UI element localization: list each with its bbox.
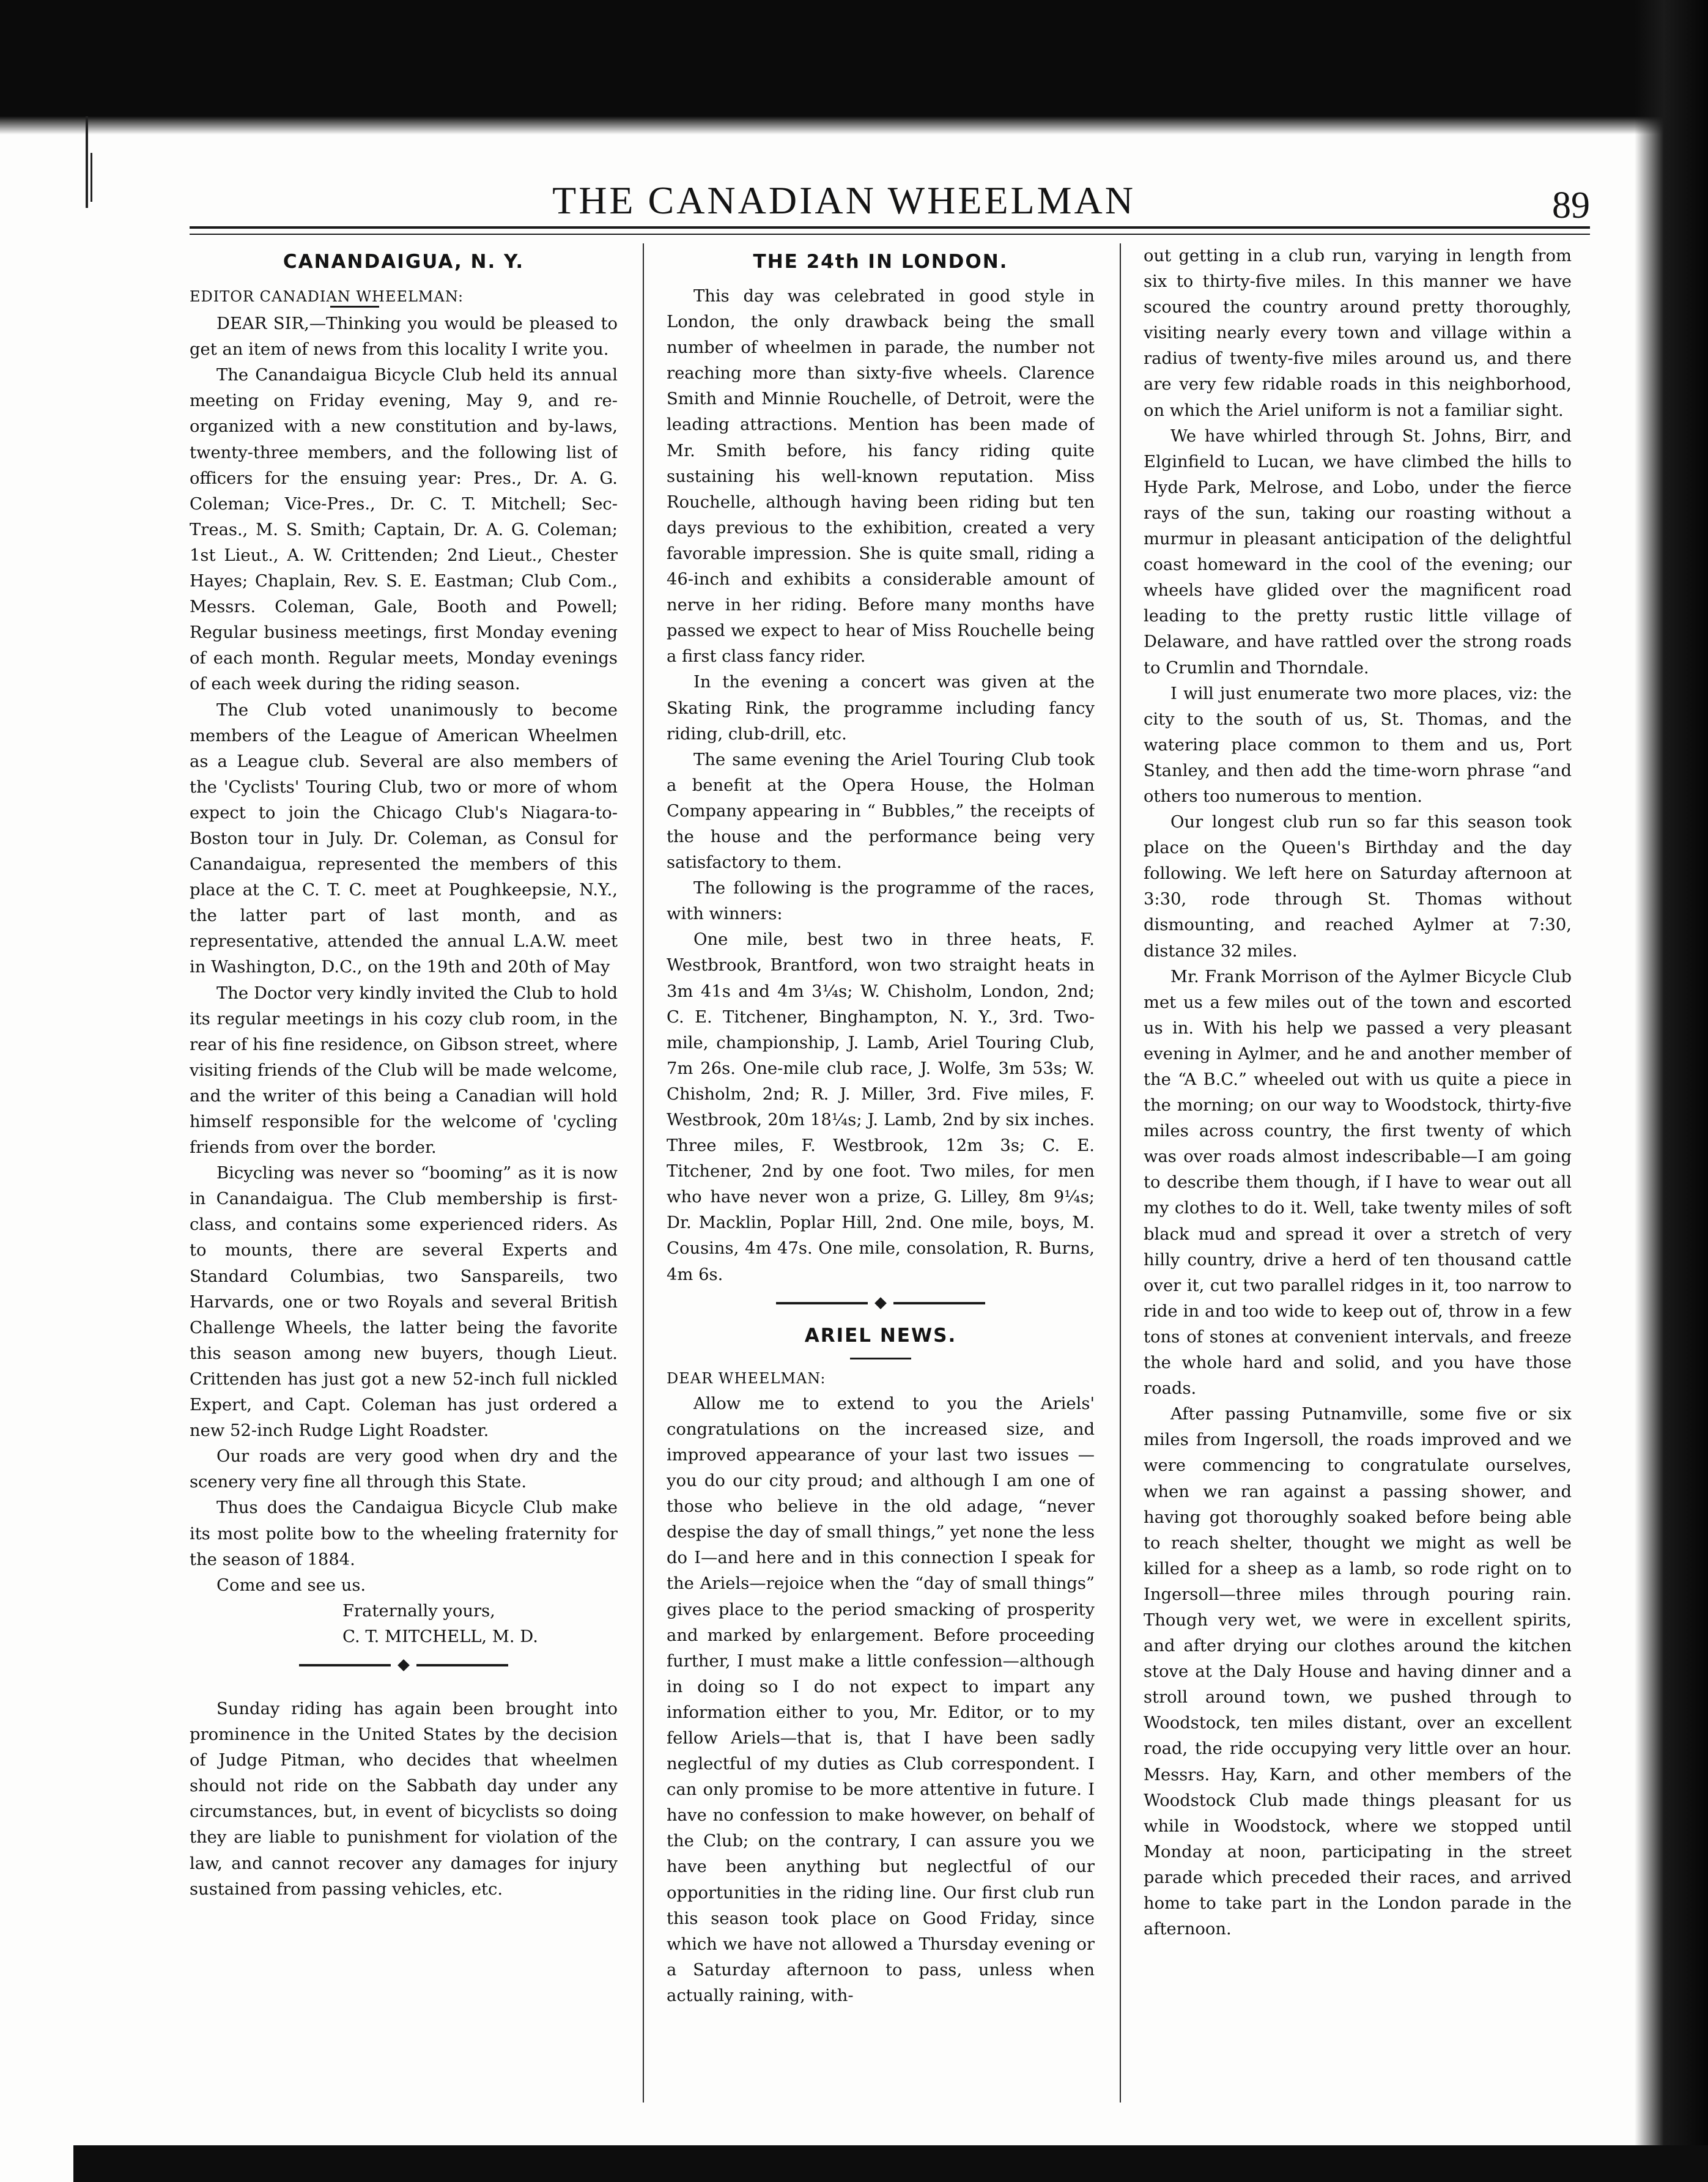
page-number: 89 — [1552, 185, 1590, 226]
section-ornament — [190, 1650, 618, 1681]
article-heading: THE 24th IN LONDON. — [753, 251, 1008, 273]
article-paragraph: This day was celebrated in good style in London, the only drawback being the small number of wheelmen in parade, the number not reaching more than sixty-five wheels. Clarence Smith and Minnie Rouchelle, of Detroit, were the leading attractions. Mention has been made of Mr. Smith before, his fancy riding quite sustaining his well-known reputation. Miss Rouchelle, although having been riding but ten days previous to the exhibition, created a very favorable impression. She is quite small, riding a 46-inch and exhibits a considerable amount of nerve in her riding. Before many months have passed we expect to hear of Miss Rouchelle being a first class fancy rider. — [667, 287, 1095, 667]
heading-rule — [850, 1358, 911, 1359]
margin-mark — [91, 153, 92, 202]
scan-border-bottom — [73, 2145, 1708, 2182]
signoff-closing: Fraternally yours, — [342, 1601, 495, 1621]
article-paragraph: Bicycling was never so “booming” as it is now in Canandaigua. The Club membership is first-class, and contains some experienced riders. As to mounts, there are several Experts and Standard Columbias, two Sanspareils, two Harvards, one or two Royals and several British Challenge Wheels, the latter being the favorite this season among new buyers, though Lieut. Crittenden has just got a new 52-inch full nickled Expert, and Capt. Coleman has just ordered a new 52-inch Rudge Light Roadster. — [190, 1164, 618, 1441]
masthead-rule — [190, 226, 1590, 235]
margin-mark — [86, 116, 88, 208]
article-paragraph: The Doctor very kindly invited the Club to hold its regular meetings in his cozy club room, in the rear of his fine residence, on Gibson street, where visiting friends of the Club will be made welcome, and the writer of this being a Canadian will hold himself responsible for the welcome of 'cycling friends from over the border. — [190, 983, 618, 1158]
article-paragraph: Thus does the Candaigua Bicycle Club make its most polite bow to the wheeling fraternity for the season of 1884. — [190, 1498, 618, 1569]
article-paragraph: The Canandaigua Bicycle Club held its annual meeting on Friday evening, May 9, and re-organized with a new constitution and by-laws, twenty-three members, and the following list of officers for the ensuing year: Pres., Dr. A. G. Coleman; Vice-Pres., Dr. C. T. Mitchell; Sec-Treas., M. S. Smith; Captain, Dr. A. G. Coleman; 1st Lieut., A. W. Crittenden; 2nd Lieut., Chester Hayes; Chaplain, Rev. S. E. Eastman; Club Com., Messrs. Coleman, Gale, Booth and Powell; Regular business meetings, first Monday evening of each month. Regular meets, Monday evenings of each week during the riding season. — [190, 366, 618, 694]
article-paragraph: Mr. Frank Morrison of the Aylmer Bicycle Club met us a few miles out of the town and escorted us in. With his help we passed a very pleasant evening in Aylmer, and he and another member of the “A B.C.” wheeled out with us quite a piece in the morning; on our way to Woodstock, thirty-five miles across country, the first twenty of which was over roads almost indescribable—I am going to describe them though, if I have to wear out all my clothes to do it. Well, take twenty miles of soft black mud and spread it over a stretch of very hilly country, drive a herd of ten thousand cattle over it, cut two parallel ridges in it, too narrow to ride in and too wide to keep out of, throw in a few tons of stones at convenient intervals, and freeze the whole hard and solid, and you have those roads. — [1144, 967, 1572, 1399]
article-paragraph: Our roads are very good when dry and the scenery very fine all through this State. — [190, 1447, 618, 1492]
article-paragraph: I will just enumerate two more places, viz: the city to the south of us, St. Thomas, and the watering place common to them and us, Port Stanley, and then add the time-worn phrase “and others too numerous to mention. — [1144, 684, 1572, 806]
article-paragraph: In the evening a concert was given at the Skating Rink, the programme including fancy riding, club-drill, etc. — [667, 673, 1095, 744]
article-heading: CANANDAIGUA, N. Y. — [283, 251, 525, 273]
article-heading: ARIEL NEWS. — [804, 1324, 957, 1347]
article-paragraph: Come and see us. — [216, 1575, 366, 1595]
article-paragraph: Our longest club run so far this season took place on the Queen's Birthday and the day following. We left here on Saturday afternoon at 3:30, rode through St. Thomas without dismounting, and reached Aylmer at 7:30, distance 32 miles. — [1144, 813, 1572, 961]
article-paragraph: out getting in a club run, varying in length from six to thirty-five miles. In this manner we have scoured the country around pretty thoroughly, visiting nearly every town and village within a radius of twenty-five miles around us, and there are very few ridable roads in this neighborhood, on which the Ariel uniform is not a familiar sight. — [1144, 246, 1572, 420]
article-paragraph: DEAR SIR,—Thinking you would be pleased to get an item of news from this locality I write you. — [190, 314, 618, 360]
column-divider — [643, 243, 644, 2102]
salutation: EDITOR CANADIAN WHEELMAN: — [190, 288, 464, 305]
column-divider — [1120, 243, 1121, 2102]
article-paragraph: The Club voted unanimously to become members of the League of American Wheelmen as a League club. Several are also members of the 'Cyclists' Touring Club, two or more of whom expect to join the Chicago Club's Niagara-to-Boston tour in July. Dr. Coleman, as Consul for Canandaigua, represented the members of this place at the C. T. C. meet at Poughkeepsie, N.Y., the latter part of last month, and as representative, attended the annual L.A.W. meet in Washington, D.C., on the 19th and 20th of May — [190, 700, 618, 977]
salutation: DEAR WHEELMAN: — [667, 1369, 826, 1387]
scan-border-right — [1635, 0, 1708, 2182]
article-paragraph: Allow me to extend to you the Ariels' congratulations on the increased size, and improved appearance of your last two issues —you do our city proud; and although I am one of those who believe in the old adage, “never despise the day of small things,” yet none the less do I—and here and in this connection I speak for the Ariels—rejoice when the “day of small things” gives place to the period smacking of prosperity and marked by enlargement. Before proceeding further, I must make a little confession—although in doing so I do not expect to impart any information either to you, Mr. Editor, or to my fellow Ariels—that is, that I have been sadly neglectful of my duties as Club correspondent. I can only promise to be more attentive in future. I have no confession to make however, on behalf of the Club; on the contrary, I can assure you we have been anything but neglectful of our opportunities in the riding line. Our first club run this season took place on Good Friday, since which we have not allowed a Thursday evening or a Saturday afternoon to pass, unless when actually raining, with- — [667, 1394, 1095, 2005]
masthead — [190, 176, 1590, 231]
article-paragraph: Sunday riding has again been brought into prominence in the United States by the decision of Judge Pitman, who decides that wheelmen should not ride on the Sabbath day under any circumstances, but, in event of bicyclists so doing they are liable to punishment for violation of the law, and cannot recover any damages for injury sustained from passing vehicles, etc. — [190, 1699, 618, 1899]
publication-title: THE CANADIAN WHEELMAN — [552, 179, 1136, 222]
column-1 — [190, 245, 618, 2116]
column-3 — [1144, 243, 1572, 2115]
article-paragraph: The same evening the Ariel Touring Club took a benefit at the Opera House, the Holman Company appearing in “ Bubbles,” the receipts of the house and the performance being very satisfactory to them. — [667, 750, 1095, 873]
newspaper-page — [190, 165, 1590, 2128]
scan-border-top — [0, 0, 1708, 116]
article-paragraph: The following is the programme of the races, with winners: — [667, 879, 1095, 924]
column-2 — [667, 245, 1095, 2116]
signoff-name: C. T. MITCHELL, M. D. — [342, 1627, 538, 1646]
article-paragraph: We have whirled through St. Johns, Birr, and Elginfield to Lucan, we have climbed the hills to Hyde Park, Melrose, and Lobo, under the fierce rays of the sun, taking our roasting without a murmur in pleasant anticipation of the delightful coast homeward in the cool of the evening; our wheels have glided over the magnificent road leading to the pretty rustic little village of Delaware, and have rattled over the strong roads to Crumlin and Thorndale. — [1144, 426, 1572, 678]
section-ornament — [667, 1288, 1095, 1318]
article-paragraph: After passing Putnamville, some five or six miles from Ingersoll, the roads improved and we were commencing to congratulate ourselves, when we ran against a passing shower, and having got thoroughly soaked before being able to reach shelter, thought we might as well be killed for a sheep as a lamb, so rode right on to Ingersoll—three miles through pouring rain. Though very wet, we were in excellent spirits, and after drying our clothes around the kitchen stove at the Daly House and having dinner and a stroll around town, we pushed through to Woodstock, ten miles distant, over an excellent road, the ride occupying very little over an hour. Messrs. Hay, Karn, and other members of the Woodstock Club made things pleasant for us while in Woodstock, where we stopped until Monday at noon, participating in the street parade which preceded their races, and arrived home to take part in the London parade in the afternoon. — [1144, 1405, 1572, 1939]
article-paragraph: One mile, best two in three heats, F. Westbrook, Brantford, won two straight heats in 3m 41s and 4m 3¼s; W. Chisholm, London, 2nd; C. E. Titchener, Binghampton, N. Y., 3rd. Two-mile, championship, J. Lamb, Ariel Touring Club, 7m 26s. One-mile club race, J. Wolfe, 3m 53s; W. Chisholm, 2nd; R. J. Miller, 3rd. Five miles, F. Westbrook, 20m 18¼s; J. Lamb, 2nd by six inches. Three miles, F. Westbrook, 12m 3s; C. E. Titchener, 2nd by one foot. Two miles, for men who have never won a prize, G. Lilley, 8m 9¼s; Dr. Macklin, Poplar Hill, 2nd. One mile, boys, M. Cousins, 4m 47s. One mile, consolation, R. Burns, 4m 6s. — [667, 930, 1095, 1284]
